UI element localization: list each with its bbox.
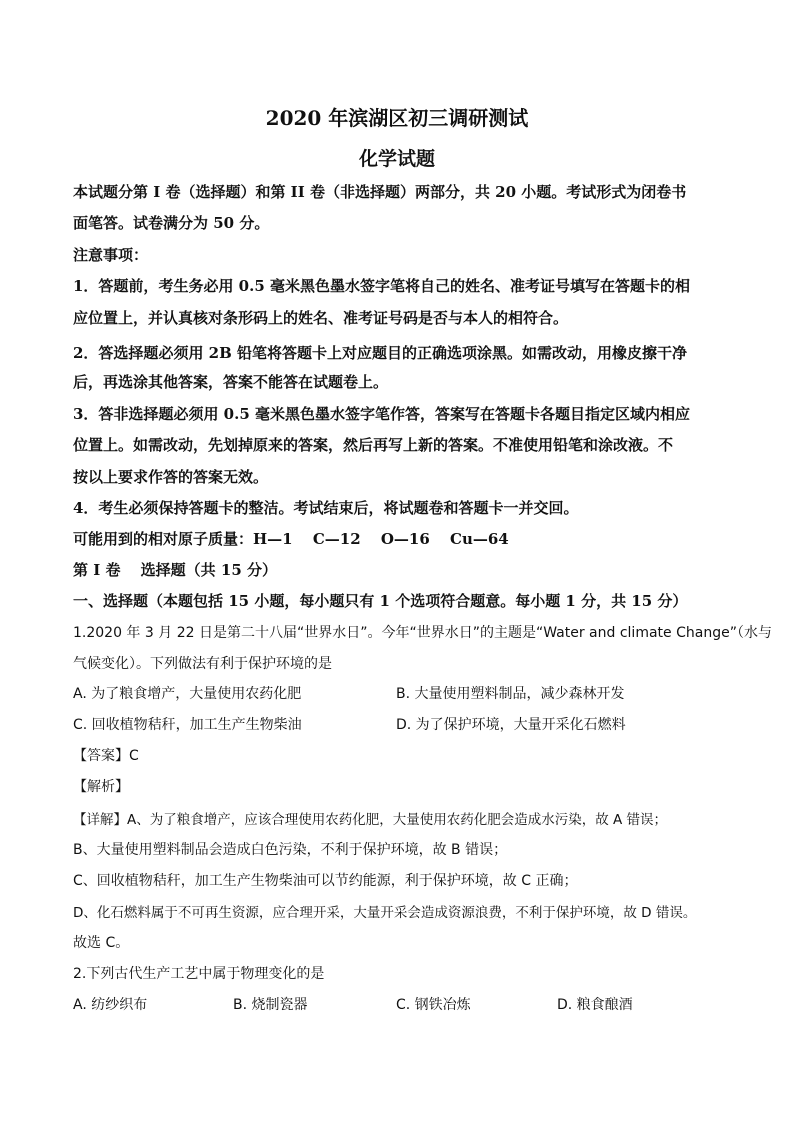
intro-line-1: 本试题分第 I 卷（选择题）和第 II 卷（非选择题）两部分，共 20 小题。考试形式为闭卷书 xyxy=(73,183,687,201)
question-1-option-a: A. 为了粮食增产，大量使用农药化肥 xyxy=(73,686,302,702)
question-1-option-b: B. 大量使用塑料制品，减少森林开发 xyxy=(396,686,625,702)
question-1-explanation: 故选 C。 xyxy=(73,935,130,951)
question-1-stem: 气候变化）。下列做法有利于保护环境的是 xyxy=(73,656,332,672)
question-2-option-c: C. 钢铁冶炼 xyxy=(396,997,471,1013)
question-1-stem: 1.2020 年 3 月 22 日是第二十八届“世界水日”。今年“世界水日”的主题是“Water and climate Change”（水与 xyxy=(73,625,772,641)
question-1-option-c: C. 回收植物秸秆，加工生产生物柴油 xyxy=(73,717,302,733)
question-1-explanation: 【详解】A、为了粮食增产，应该合理使用农药化肥，大量使用农药化肥会造成水污染，故 A 错误； xyxy=(73,812,668,828)
notice-line: 后，再选涂其他答案，答案不能答在试题卷上。 xyxy=(73,373,389,391)
question-1-explanation: B、大量使用塑料制品会造成白色污染，不利于保护环境，故 B 错误； xyxy=(73,842,508,858)
notice-line: 位置上。如需改动，先划掉原来的答案，然后再写上新的答案。不准使用铅笔和涂改液。不 xyxy=(73,436,674,454)
question-1-option-d: D. 为了保护环境，大量开采化石燃料 xyxy=(396,717,626,733)
section-title: 第 I 卷 选择题（共 15 分） xyxy=(73,561,278,579)
question-1-explanation: C、回收植物秸秆，加工生产生物柴油可以节约能源，利于保护环境，故 C 正确； xyxy=(73,873,578,889)
question-1-explanation: D、化石燃料属于不可再生资源，应合理开采，大量开采会造成资源浪费，不利于保护环境，故 D 错误。 xyxy=(73,905,697,921)
question-1-answer: 【答案】C xyxy=(73,748,139,764)
notice-line: 1．答题前，考生务必用 0.5 毫米黑色墨水签字笔将自己的姓名、准考证号填写在答题卡的相 xyxy=(73,277,690,295)
question-1-analysis-label: 【解析】 xyxy=(73,779,129,795)
question-2-option-b: B. 烧制瓷器 xyxy=(233,997,308,1013)
exam-title: 2020 年滨湖区初三调研测试 xyxy=(265,106,529,130)
notice-line: 3．答非选择题必须用 0.5 毫米黑色墨水签字笔作答，答案写在答题卡各题目指定区域内相应 xyxy=(73,405,690,423)
notice-line: 按以上要求作答的答案无效。 xyxy=(73,468,269,486)
atomic-masses: 可能用到的相对原子质量：H—1 C—12 O—16 Cu—64 xyxy=(73,530,509,548)
question-2-stem: 2.下列古代生产工艺中属于物理变化的是 xyxy=(73,966,325,982)
question-2-option-d: D. 粮食酿酒 xyxy=(557,997,633,1013)
notice-line: 2．答选择题必须用 2B 铅笔将答题卡上对应题目的正确选项涂黑。如需改动，用橡皮擦干净 xyxy=(73,344,688,362)
exam-subtitle: 化学试题 xyxy=(358,148,435,170)
intro-line-2: 面笔答。试卷满分为 50 分。 xyxy=(73,214,270,232)
notice-line: 应位置上，并认真核对条形码上的姓名、准考证号码是否与本人的相符合。 xyxy=(73,309,569,327)
notice-heading: 注意事项： xyxy=(73,246,149,264)
question-2-option-a: A. 纺纱织布 xyxy=(73,997,148,1013)
part-title: 一、选择题（本题包括 15 小题，每小题只有 1 个选项符合题意。每小题 1 分，共 15 分） xyxy=(73,592,688,610)
notice-line: 4．考生必须保持答题卡的整洁。考试结束后，将试题卷和答题卡一并交回。 xyxy=(73,499,579,517)
